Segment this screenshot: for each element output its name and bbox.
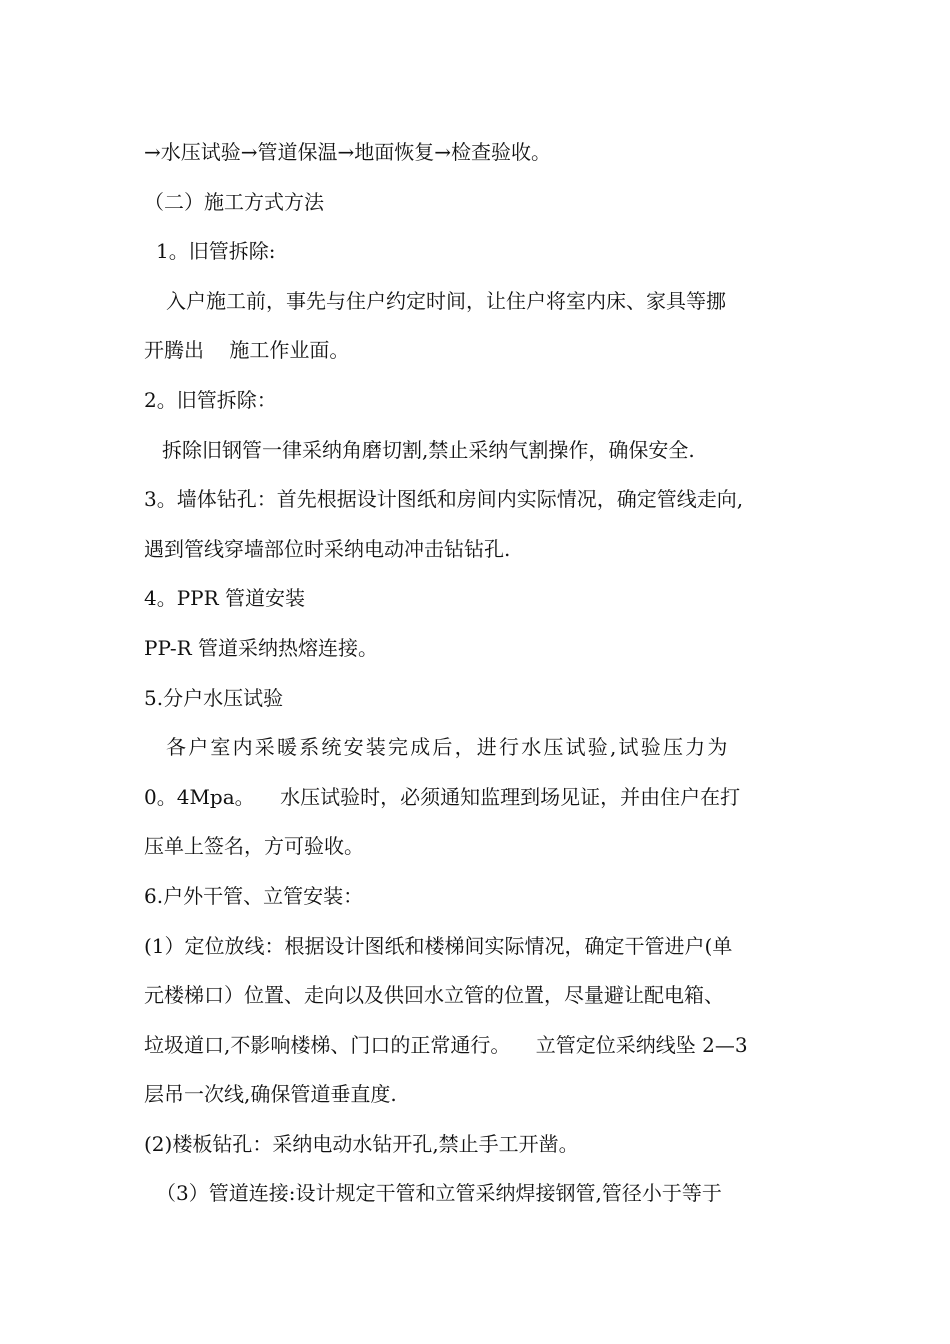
text-line: 0。4Mpa。 水压试验时，必须通知监理到场见证，并由住户在打 bbox=[144, 784, 741, 809]
item-heading: 4。PPR 管道安装 bbox=[144, 586, 306, 611]
text-line: 元楼梯口）位置、走向以及供回水立管的位置，尽量避让配电箱、 bbox=[144, 983, 724, 1008]
text-line: （3）管道连接:设计规定干管和立管采纳焊接钢管,管径小于等于 bbox=[156, 1181, 722, 1206]
text-line: →水压试验→管道保温→地面恢复→检查验收。 bbox=[144, 140, 552, 164]
item-heading: 6.户外干管、立管安装： bbox=[144, 883, 364, 908]
document-body bbox=[144, 132, 816, 1223]
item-heading: 2。旧管拆除： bbox=[144, 387, 277, 412]
item-heading: 5.分户水压试验 bbox=[144, 685, 284, 710]
text-line: 压单上签名，方可验收。 bbox=[144, 834, 364, 859]
text-line: 入户施工前，事先与住户约定时间，让住户将室内床、家具等挪 bbox=[166, 288, 726, 313]
text-line: 垃圾道口,不影响楼梯、门口的正常通行。 立管定位采纳线坠 2—3 bbox=[144, 1032, 748, 1057]
text-line: 3。墙体钻孔：首先根据设计图纸和房间内实际情况，确定管线走向, bbox=[144, 487, 744, 512]
text-line: 拆除旧钢管一律采纳角磨切割,禁止采纳气割操作，确保安全. bbox=[162, 437, 695, 462]
text-line: 层吊一次线,确保管道垂直度. bbox=[144, 1082, 397, 1107]
section-heading: （二）施工方式方法 bbox=[144, 189, 324, 214]
text-line: 遇到管线穿墙部位时采纳电动冲击钻钻孔. bbox=[144, 536, 511, 561]
text-line: 各户室内采暖系统安装完成后，进行水压试验,试验压力为 bbox=[166, 735, 730, 760]
text-line: PP-R 管道采纳热熔连接。 bbox=[144, 635, 378, 660]
item-heading: 1。旧管拆除: bbox=[156, 239, 276, 264]
text-line: (2)楼板钻孔：采纳电动水钻开孔,禁止手工开凿。 bbox=[144, 1131, 579, 1156]
text-line: (1）定位放线：根据设计图纸和楼梯间实际情况，确定干管进户(单 bbox=[144, 933, 733, 958]
text-line: 开腾出 施工作业面。 bbox=[144, 338, 350, 363]
